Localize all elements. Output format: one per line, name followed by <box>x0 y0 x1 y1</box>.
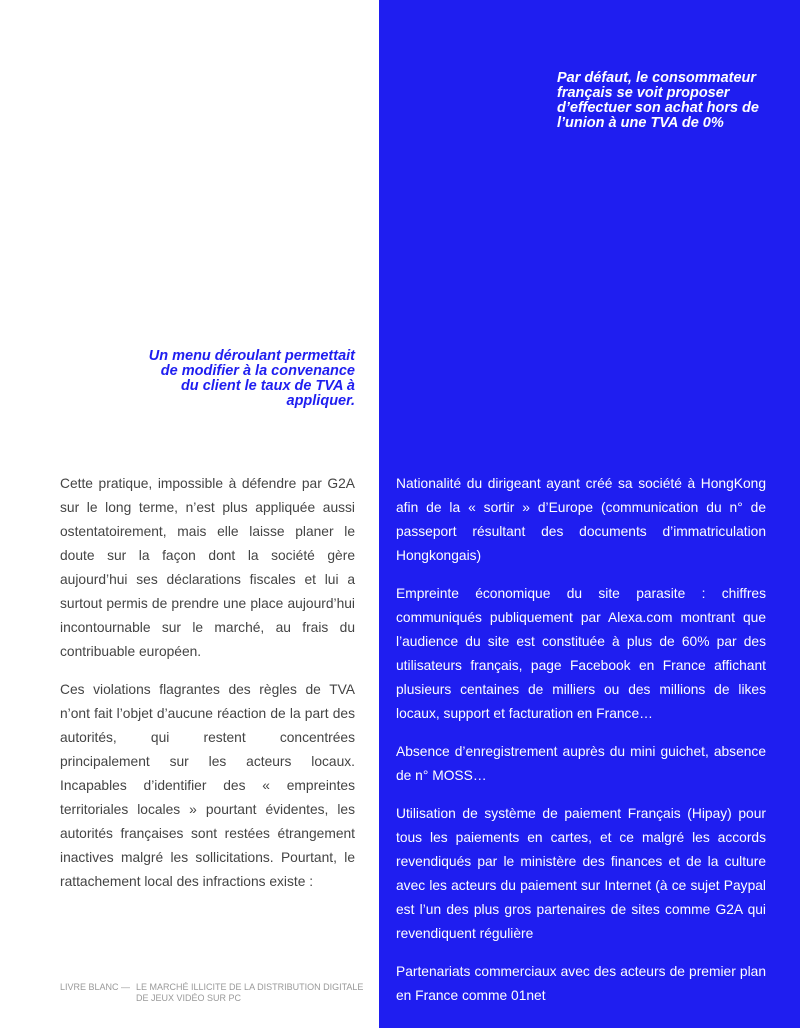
caption-right: Par défaut, le consommateur français se voit proposer d’effectuer son achat hors de l’union à une TVA de 0% <box>557 70 759 131</box>
caption-left: Un menu déroulant permettait de modifier à la convenance du client le taux de TVA à appliquer. <box>148 348 355 409</box>
paragraph: Cette pratique, impossible à défendre par G2A sur le long terme, n’est plus appliquée aussi ostentatoirement, mais elle laisse planer le doute sur la façon dont la société gère aujourd’hui ses déclarations fiscales et lui a surtout permis de prendre une place aujourd’hui incontournable sur le marché, au frais du contribuable européen. <box>60 476 355 659</box>
footer-title-line2: DE JEUX VIDÉO SUR PC <box>136 993 242 1003</box>
paragraph: Utilisation de système de paiement Français (Hipay) pour tous les paiements en cartes, et ce malgré les accords revendiqués par le ministère des finances et de la culture avec les acteurs du paiement sur Internet (à ce sujet Paypal est l’un des plus gros partenaires de sites comme G2A qui revendiquent régulière <box>396 806 766 941</box>
paragraph: Ces violations flagrantes des règles de TVA n’ont fait l’objet d’aucune réaction de la part des autorités, qui restent concentrées principalement sur les acteurs locaux. Incapables d’identifier des « empreintes territoriales locales » pourtant évidentes, les autorités françaises sont restées étrangement inactives malgré les sollicitations. Pourtant, le rattachement local des infractions existe : <box>60 682 355 889</box>
paragraph: Partenariats commerciaux avec des acteurs de premier plan en France comme 01net <box>396 964 766 1003</box>
paragraph: Empreinte économique du site parasite : chiffres communiqués publiquement par Alexa.com montrant que l’audience du site est constituée à plus de 60% par des utilisateurs français, page Facebook en France affichant plusieurs centaines de milliers ou des millions de likes locaux, support et facturation en France… <box>396 586 766 721</box>
paragraph: Nationalité du dirigeant ayant créé sa société à HongKong afin de la « sortir » d’Europe (communication du n° de passeport résultant des documents d’immatriculation Hongkongais) <box>396 476 766 563</box>
right-column <box>396 472 766 1022</box>
footer-label: LIVRE BLANC — <box>60 982 131 992</box>
left-column <box>60 472 355 908</box>
page-footer <box>60 982 363 1004</box>
paragraph: Absence d’enregistrement auprès du mini guichet, absence de n° MOSS… <box>396 744 766 783</box>
footer-title-line1: LE MARCHÉ ILLICITE DE LA DISTRIBUTION DIGITALE <box>136 982 364 992</box>
